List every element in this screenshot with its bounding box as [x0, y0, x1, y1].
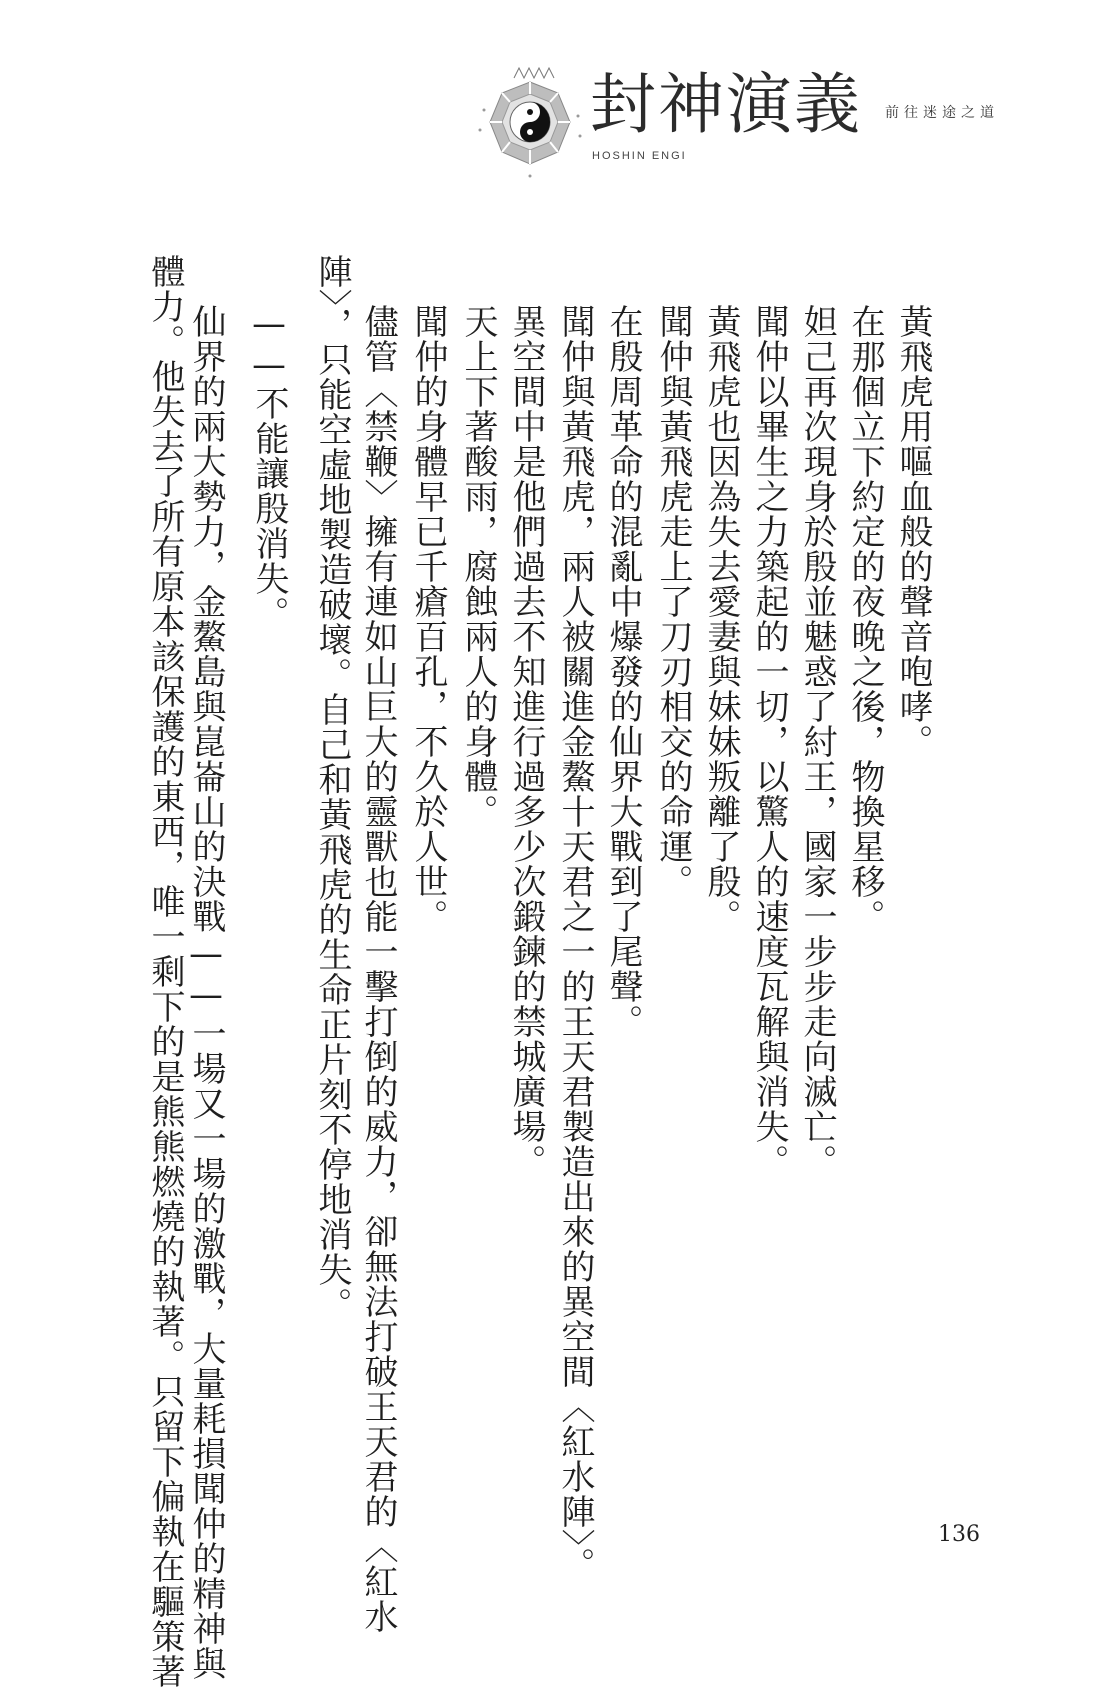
book-title-romanized: HOSHIN ENGI — [592, 150, 687, 162]
chapter-subtitle: 前往迷途之道 — [885, 105, 999, 121]
paragraph-column: 聞仲與黃飛虎走上了刀刃相交的命運。 — [653, 304, 693, 899]
paragraph-column: 陣〉，只能空虛地製造破壞。自己和黃飛虎的生命正片刻不停地消失。 — [312, 254, 352, 1322]
paragraph-column: 儘管〈禁鞭〉擁有連如山巨大的靈獸也能一擊打倒的威力，卻無法打破王天君的〈紅水 — [358, 304, 398, 1634]
paragraph-column: 異空間中是他們過去不知進行過多少次鍛鍊的禁城廣場。 — [506, 304, 546, 1179]
paragraph-column: 仙界的兩大勢力，金鰲島與崑崙山的決戰——一場又一場的激戰，大量耗損聞仲的精神與 — [186, 304, 226, 1681]
book-title: 封神演義 — [590, 66, 862, 143]
bagua-yinyang-icon — [470, 60, 590, 190]
page-number: 136 — [938, 1522, 980, 1547]
paragraph-column: ——不能讓殷消失。 — [249, 304, 289, 631]
paragraph-column: 聞仲與黃飛虎，兩人被關進金鰲十天君之一的王天君製造出來的異空間〈紅水陣〉。 — [555, 304, 595, 1582]
paragraph-column: 在那個立下約定的夜晚之後，物換星移。 — [845, 304, 885, 934]
paragraph-column: 聞仲以畢生之力築起的一切，以驚人的速度瓦解與消失。 — [749, 304, 789, 1179]
paragraph-column: 天上下著酸雨，腐蝕兩人的身體。 — [458, 304, 498, 829]
paragraph-column: 聞仲的身體早已千瘡百孔，不久於人世。 — [408, 304, 448, 934]
paragraph-column: 妲己再次現身於殷並魅惑了紂王，國家一步步走向滅亡。 — [797, 304, 837, 1179]
book-header — [470, 50, 1050, 180]
paragraph-column: 黃飛虎也因為失去愛妻與妹妹叛離了殷。 — [701, 304, 741, 934]
paragraph-column: 在殷周革命的混亂中爆發的仙界大戰到了尾聲。 — [603, 304, 643, 1039]
paragraph-column: 黃飛虎用嘔血般的聲音咆哮。 — [893, 304, 933, 759]
paragraph-column: 體力。他失去了所有原本該保護的東西，唯一剩下的是熊熊燃燒的執著。只留下偏執在驅策著 — [145, 254, 185, 1689]
